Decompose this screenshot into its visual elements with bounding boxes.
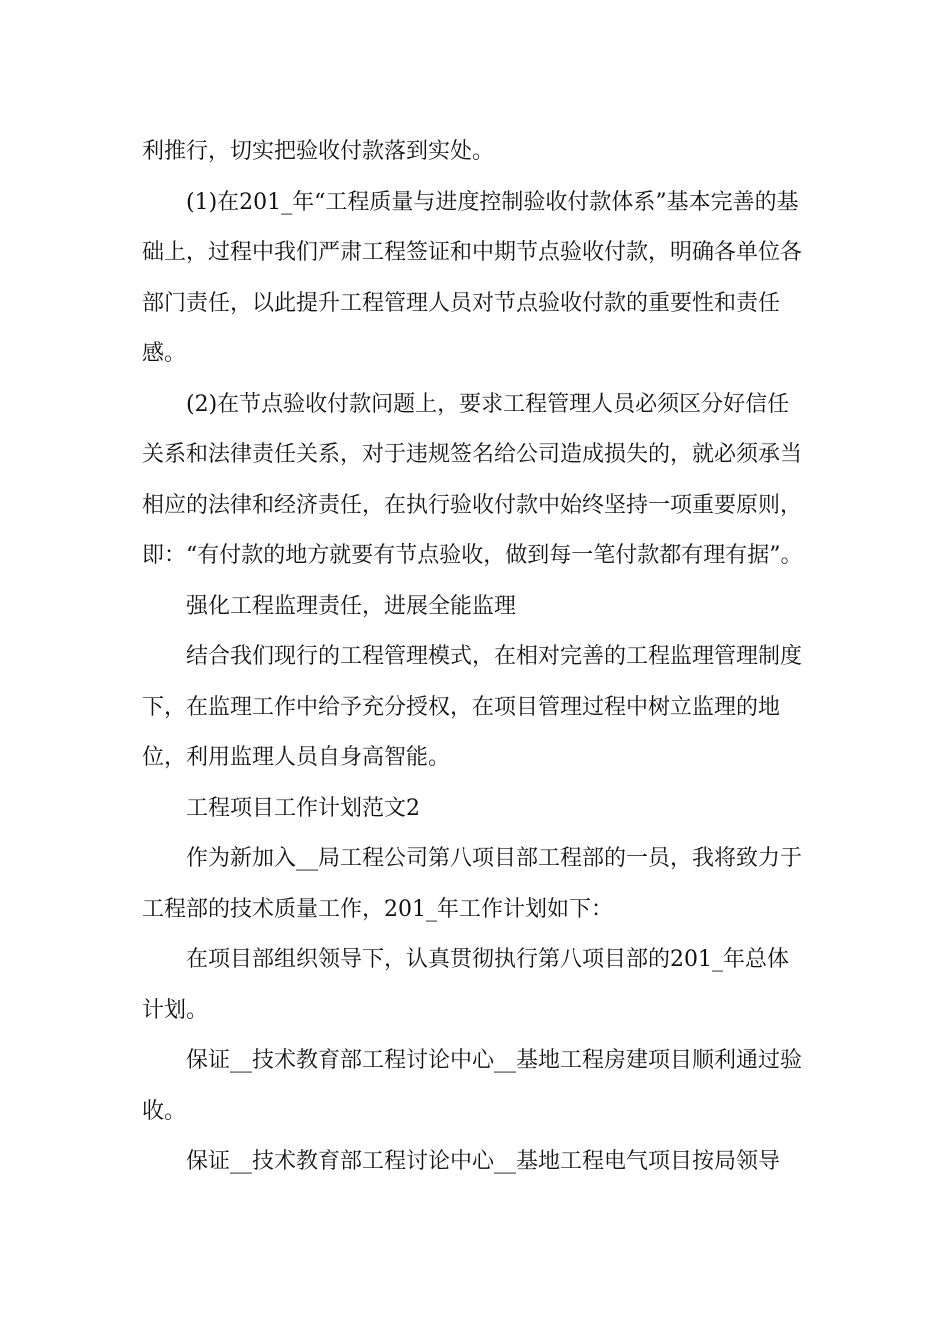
section-heading-sample-2: 工程项目工作计划范文2 xyxy=(186,795,420,821)
paragraph-plan: 在项目部组织领导下，认真贯彻执行第八项目部的201_年总体计划。 xyxy=(142,947,789,1023)
paragraph-intro: 作为新加入__局工程公司第八项目部工程部的一员，我将致力于工程部的技术质量工作，201_年工作计划如下： xyxy=(142,846,803,922)
paragraph-item-1: (1)在201_年“工程质量与进度控制验收付款体系”基本完善的基础上，过程中我们严肃工程签证和中期节点验收付款，明确各单位各部门责任，以此提升工程管理人员对节点验收付款的重要性和责任感。 xyxy=(142,189,803,366)
paragraph-supervision: 结合我们现行的工程管理模式，在相对完善的工程监理管理制度下，在监理工作中给予充分授权，在项目管理过程中树立监理的地位，利用监理人员自身高智能。 xyxy=(142,644,803,770)
document-body xyxy=(142,127,807,1188)
paragraph-housing-acceptance: 保证__技术教育部工程讨论中心__基地工程房建项目顺利通过验收。 xyxy=(142,1048,803,1124)
paragraph-continuation: 利推行，切实把验收付款落到实处。 xyxy=(142,139,495,164)
paragraph-electrical: 保证__技术教育部工程讨论中心__基地工程电气项目按局领导 xyxy=(186,1149,781,1174)
section-heading-supervision: 强化工程监理责任，进展全能监理 xyxy=(186,593,517,619)
paragraph-item-2: (2)在节点验收付款问题上，要求工程管理人员必须区分好信任关系和法律责任关系，对于违规签名给公司造成损失的，就必须承当相应的法律和经济责任，在执行验收付款中始终坚持一项重要原则，即：“有付款的地方就要有节点验收，做到每一笔付款都有理有据”。 xyxy=(142,391,803,568)
